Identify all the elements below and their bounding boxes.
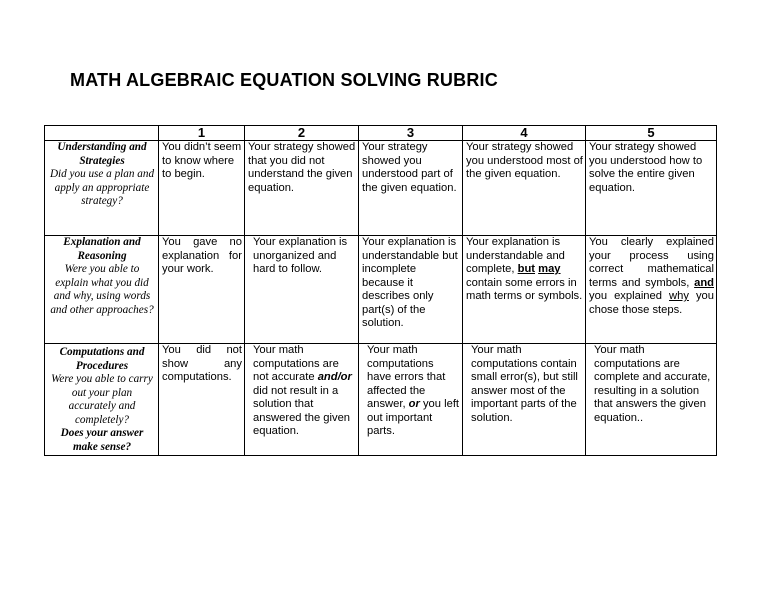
rubric-cell: Your math computations contain small error(s), but still answer most of the important parts of the solution.	[463, 344, 586, 456]
criterion-name: Understanding and Strategies	[57, 141, 147, 167]
rubric-cell	[359, 344, 463, 456]
emphasis-text: and/or	[317, 371, 352, 383]
cell-text: you left out important parts.	[367, 398, 460, 437]
table-row	[45, 236, 717, 344]
criterion-cell	[45, 236, 159, 344]
emphasis-text: or	[408, 398, 420, 410]
page-title: MATH ALGEBRAIC EQUATION SOLVING RUBRIC	[70, 70, 498, 90]
rubric-cell	[245, 344, 359, 456]
criterion-cell	[45, 344, 159, 456]
rubric-cell: Your explanation is unorganized and hard to follow.	[245, 236, 359, 344]
emphasis-text: may	[538, 263, 561, 275]
rubric-table	[44, 125, 717, 456]
cell-text: did not result in a solution that answered the given equation.	[253, 384, 351, 437]
rubric-cell	[586, 236, 717, 344]
rubric-cell: Your strategy showed you understood how to solve the entire given equation.	[586, 141, 717, 236]
header-cell-blank	[45, 126, 159, 141]
rubric-cell: You didn’t seem to know where to begin.	[159, 141, 245, 236]
cell-text: You clearly explained your process using correct mathematical terms and symbols,	[589, 236, 714, 289]
rubric-cell	[463, 236, 586, 344]
rubric-cell: Your math computations are complete and accurate, resulting in a solution that answers the given equation..	[586, 344, 717, 456]
cell-text: Your math computations are not accurate	[253, 344, 339, 383]
emphasis-text: and	[694, 276, 714, 289]
cell-text: contain some errors in math terms or symbols.	[466, 276, 583, 302]
rubric-cell: You gave no explanation for your work.	[159, 236, 245, 344]
header-row	[45, 126, 717, 141]
table-row	[45, 344, 717, 456]
table-row	[45, 141, 717, 236]
criterion-cell	[45, 141, 159, 236]
header-cell-score-2: 2	[245, 126, 359, 141]
header-cell-score-4: 4	[463, 126, 586, 141]
rubric-cell: Your strategy showed that you did not understand the given equation.	[245, 141, 359, 236]
cell-text: you chose those steps.	[589, 290, 714, 316]
rubric-cell: Your strategy showed you understood most of the given equation.	[463, 141, 586, 236]
cell-text: Your math computations have errors that affected the answer,	[367, 344, 446, 410]
cell-text: Your explanation is understandable and complete,	[466, 236, 565, 275]
criterion-question: Were you able to explain what you did and why, using words and other approaches?	[50, 263, 154, 316]
rubric-cell: You did not show any computations.	[159, 344, 245, 456]
rubric-cell: Your explanation is understandable but incomplete because it describes only part(s) of the solution.	[359, 236, 463, 344]
criterion-question-bold: Does your answer make sense?	[60, 427, 144, 453]
criterion-question: Were you able to carry out your plan accurately and completely?	[51, 373, 153, 426]
cell-text: you explained	[589, 290, 670, 302]
header-cell-score-5: 5	[586, 126, 717, 141]
emphasis-text: but	[517, 263, 536, 275]
criterion-question: Did you use a plan and apply an appropriate strategy?	[49, 168, 155, 207]
underlined-text: why	[669, 290, 689, 302]
criterion-name: Explanation and Reasoning	[63, 236, 141, 262]
rubric-cell: Your strategy showed you understood part of the given equation.	[359, 141, 463, 236]
header-cell-score-3: 3	[359, 126, 463, 141]
header-cell-score-1: 1	[159, 126, 245, 141]
criterion-name: Computations and Procedures	[59, 346, 145, 372]
